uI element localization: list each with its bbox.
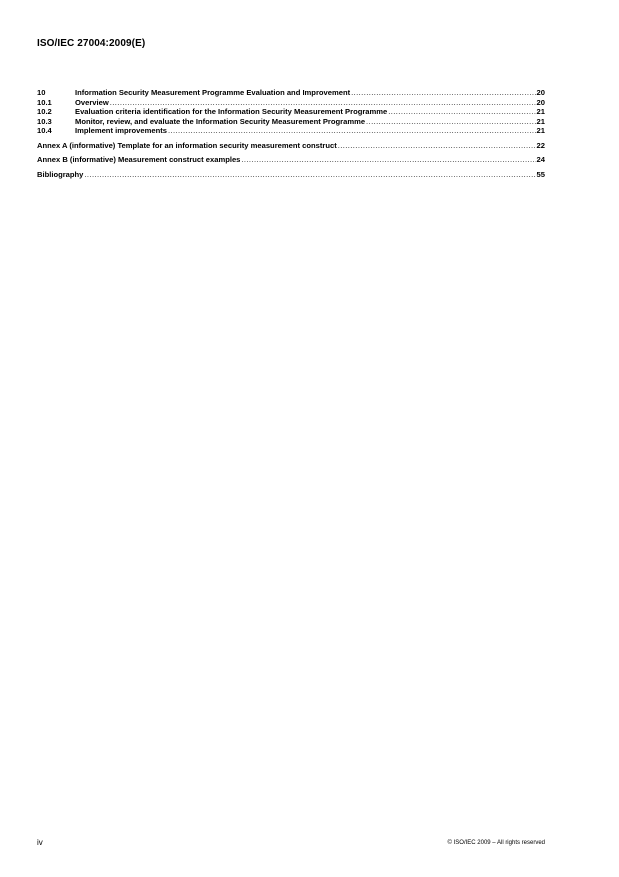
document-header: ISO/IEC 27004:2009(E) [37, 38, 146, 49]
toc-annex-title: Annex A (informative) Template for an information security measurement construct [37, 140, 337, 150]
toc-entry-number: 10 [37, 88, 46, 97]
toc-entry [37, 88, 545, 98]
toc-bibliography-entry [37, 170, 545, 180]
toc-annex-entry [37, 141, 545, 151]
toc-entry-number: 10.2 [37, 107, 52, 116]
toc-entry [37, 107, 545, 117]
toc-entry-page: 20 [536, 88, 545, 97]
toc-bibliography-title: Bibliography [37, 169, 84, 179]
toc-dot-leader [110, 98, 536, 108]
toc-annex-title: Annex B (informative) Measurement construct examples [37, 155, 241, 164]
toc-entry-title: Monitor, review, and evaluate the Information Security Measurement Programme [75, 116, 366, 126]
toc-entry-title: Overview [75, 97, 109, 107]
toc-annex-page: 22 [536, 140, 545, 150]
toc-entry-number: 10.4 [37, 126, 52, 135]
toc-annex-entry [37, 155, 545, 165]
toc-dot-leader [351, 88, 535, 98]
toc-entry-number: 10.3 [37, 116, 52, 126]
toc-entry-title: Information Security Measurement Programme Evaluation and Improvement [75, 88, 351, 97]
toc-dot-leader [388, 107, 535, 117]
toc-entry [37, 126, 545, 136]
toc-entry-page: 20 [536, 97, 545, 107]
toc-entry-title: Implement improvements [75, 126, 167, 135]
toc-dot-leader [338, 141, 536, 151]
toc-dot-leader [241, 155, 535, 165]
toc-entry-page: 21 [536, 107, 545, 116]
page-number: iv [37, 838, 43, 847]
toc-entry [37, 117, 545, 127]
toc-entry-number: 10.1 [37, 97, 52, 107]
toc-entry-page: 21 [536, 126, 545, 135]
toc-annex-page: 24 [536, 155, 545, 164]
toc-bibliography-page: 55 [536, 169, 545, 179]
toc-dot-leader [366, 117, 536, 127]
toc-entry-title: Evaluation criteria identification for the Information Security Measurement Programme [75, 107, 388, 116]
table-of-contents [37, 88, 545, 179]
toc-dot-leader [168, 126, 536, 136]
toc-entry-page: 21 [536, 116, 545, 126]
toc-dot-leader [84, 170, 535, 180]
copyright-notice: © ISO/IEC 2009 – All rights reserved [447, 840, 545, 846]
toc-entry [37, 98, 545, 108]
